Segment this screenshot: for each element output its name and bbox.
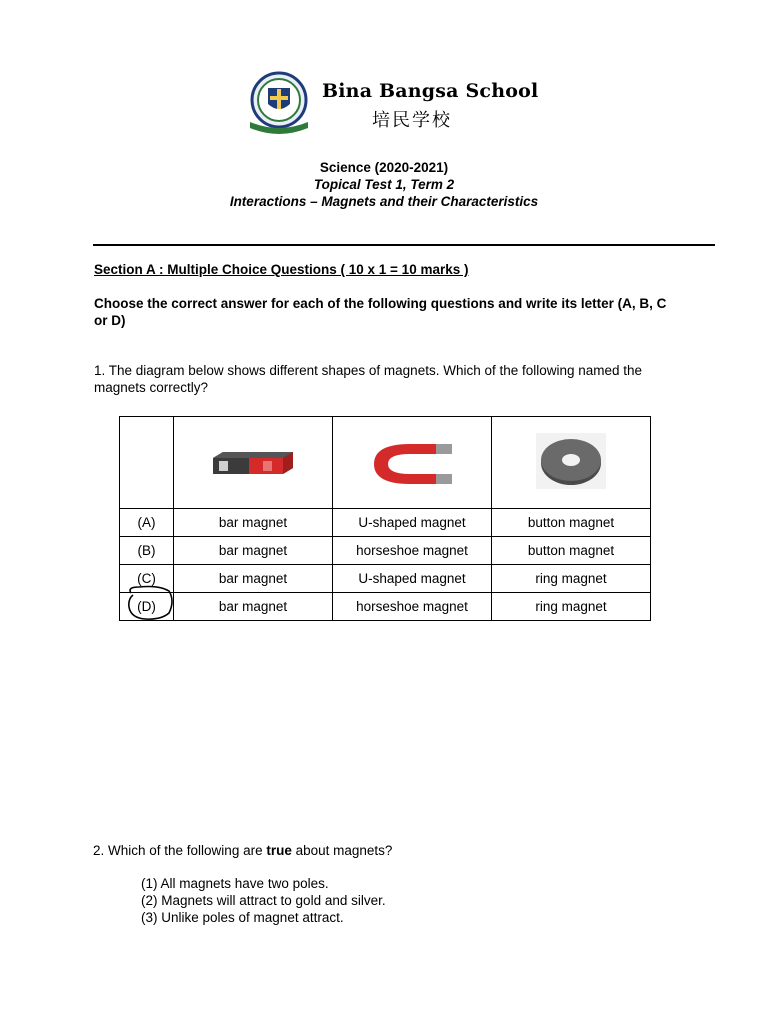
question-2-text-part: about magnets?: [291, 843, 393, 858]
table-cell: [120, 417, 174, 509]
option-label: (D): [120, 593, 174, 621]
table-cell: [174, 417, 333, 509]
table-cell: U-shaped magnet: [333, 565, 492, 593]
table-cell: U-shaped magnet: [333, 509, 492, 537]
instructions: Choose the correct answer for each of the following questions and write its letter (A, B, C or D): [94, 296, 667, 328]
test-topic: Interactions – Magnets and their Characteristics: [229, 194, 539, 209]
table-cell: bar magnet: [174, 593, 333, 621]
table-row: [120, 417, 651, 509]
table-row: [120, 509, 651, 537]
statement-3: (3) Unlike poles of magnet attract.: [141, 910, 344, 925]
table-cell: ring magnet: [492, 593, 651, 621]
table-cell: bar magnet: [174, 509, 333, 537]
table-cell: bar magnet: [174, 537, 333, 565]
table-row: [120, 537, 651, 565]
table-cell: [333, 417, 492, 509]
statement-2: (2) Magnets will attract to gold and silver.: [141, 893, 386, 908]
table-cell: bar magnet: [174, 565, 333, 593]
header-divider: [93, 244, 715, 246]
section-heading: Section A : Multiple Choice Questions ( 10 x 1 = 10 marks ): [94, 262, 469, 277]
question-2-text-part: 2. Which of the following are: [93, 843, 267, 858]
answer-circle-mark: [125, 585, 175, 621]
question-1-table: [119, 416, 651, 621]
option-label: (A): [120, 509, 174, 537]
school-name-chinese: 培民学校: [372, 110, 452, 131]
table-row: [120, 593, 651, 621]
table-cell: horseshoe magnet: [333, 593, 492, 621]
table-cell: button magnet: [492, 509, 651, 537]
horseshoe-magnet-icon: [366, 430, 458, 492]
statement-1: (1) All magnets have two poles.: [141, 876, 329, 891]
bar-magnet-icon: [209, 444, 297, 478]
table-cell: horseshoe magnet: [333, 537, 492, 565]
test-title: Science (2020-2021): [319, 160, 449, 175]
option-label: (B): [120, 537, 174, 565]
question-2-emphasis: true: [266, 843, 292, 858]
ring-magnet-icon: [536, 433, 606, 489]
table-cell: ring magnet: [492, 565, 651, 593]
question-1-text: 1. The diagram below shows different shapes of magnets. Which of the following named the magnets correctly?: [94, 363, 643, 395]
table-cell: button magnet: [492, 537, 651, 565]
test-subtitle: Topical Test 1, Term 2: [313, 177, 455, 192]
table-row: [120, 565, 651, 593]
option-label: (C): [120, 565, 174, 593]
question-2-text: [93, 843, 392, 858]
table-cell: [492, 417, 651, 509]
school-name: Bina Bangsa School: [322, 80, 539, 102]
